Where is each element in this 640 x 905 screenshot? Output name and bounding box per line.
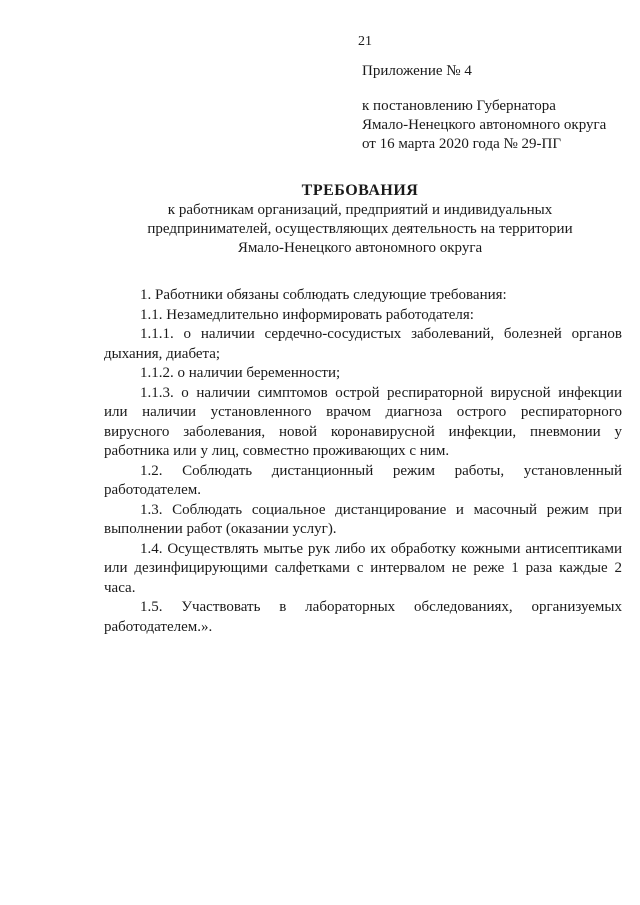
requirement-paragraph: 1. Работники обязаны соблюдать следующие требования: — [140, 287, 507, 303]
appendix-header — [362, 62, 622, 154]
requirement-paragraph: 1.5. Участвовать в лабораторных обследованиях, организуемых работодателем.». — [104, 599, 622, 635]
appendix-line: к постановлению Губернатора — [362, 98, 556, 114]
subtitle-line: предпринимателей, осуществляющих деятельность на территории — [147, 221, 573, 237]
appendix-gap — [362, 81, 622, 97]
requirement-paragraph: 1.4. Осуществлять мытье рук либо их обработку кожными антисептиками или дезинфицирующими салфетками с интервалом не реже 1 раза каждые 2 часа. — [104, 540, 622, 596]
appendix-title: Приложение № 4 — [362, 63, 472, 79]
page-number: 21 — [358, 34, 372, 49]
requirement-paragraph: 1.2. Соблюдать дистанционный режим работы, установленный работодателем. — [104, 462, 622, 498]
document-heading — [110, 181, 610, 258]
subtitle-line: Ямало-Ненецкого автономного округа — [237, 240, 483, 256]
appendix-line: от 16 марта 2020 года № 29-ПГ — [362, 136, 562, 152]
requirement-paragraph: 1.1. Незамедлительно информировать работодателя: — [140, 306, 474, 323]
document-subtitle — [110, 201, 610, 258]
document-title: ТРЕБОВАНИЯ — [301, 182, 419, 199]
requirements-body — [104, 286, 622, 637]
requirement-paragraph: 1.1.1. о наличии сердечно-сосудистых заболеваний, болезней органов дыхания, диабета; — [104, 326, 622, 362]
appendix-line: Ямало-Ненецкого автономного округа — [362, 117, 607, 133]
requirement-paragraph: 1.1.2. о наличии беременности; — [140, 365, 341, 381]
requirement-paragraph: 1.1.3. о наличии симптомов острой респираторной вирусной инфекции или наличии установленного врачом диагноза острого респираторного вирусного заболевания, новой коронавирусной инфекции, пневмонии у работника или у лиц, совместно проживающих с ним. — [104, 384, 622, 459]
requirement-paragraph: 1.3. Соблюдать социальное дистанцирование и масочный режим при выполнении работ (оказании услуг). — [104, 501, 622, 537]
subtitle-line: к работникам организаций, предприятий и индивидуальных — [167, 202, 553, 218]
